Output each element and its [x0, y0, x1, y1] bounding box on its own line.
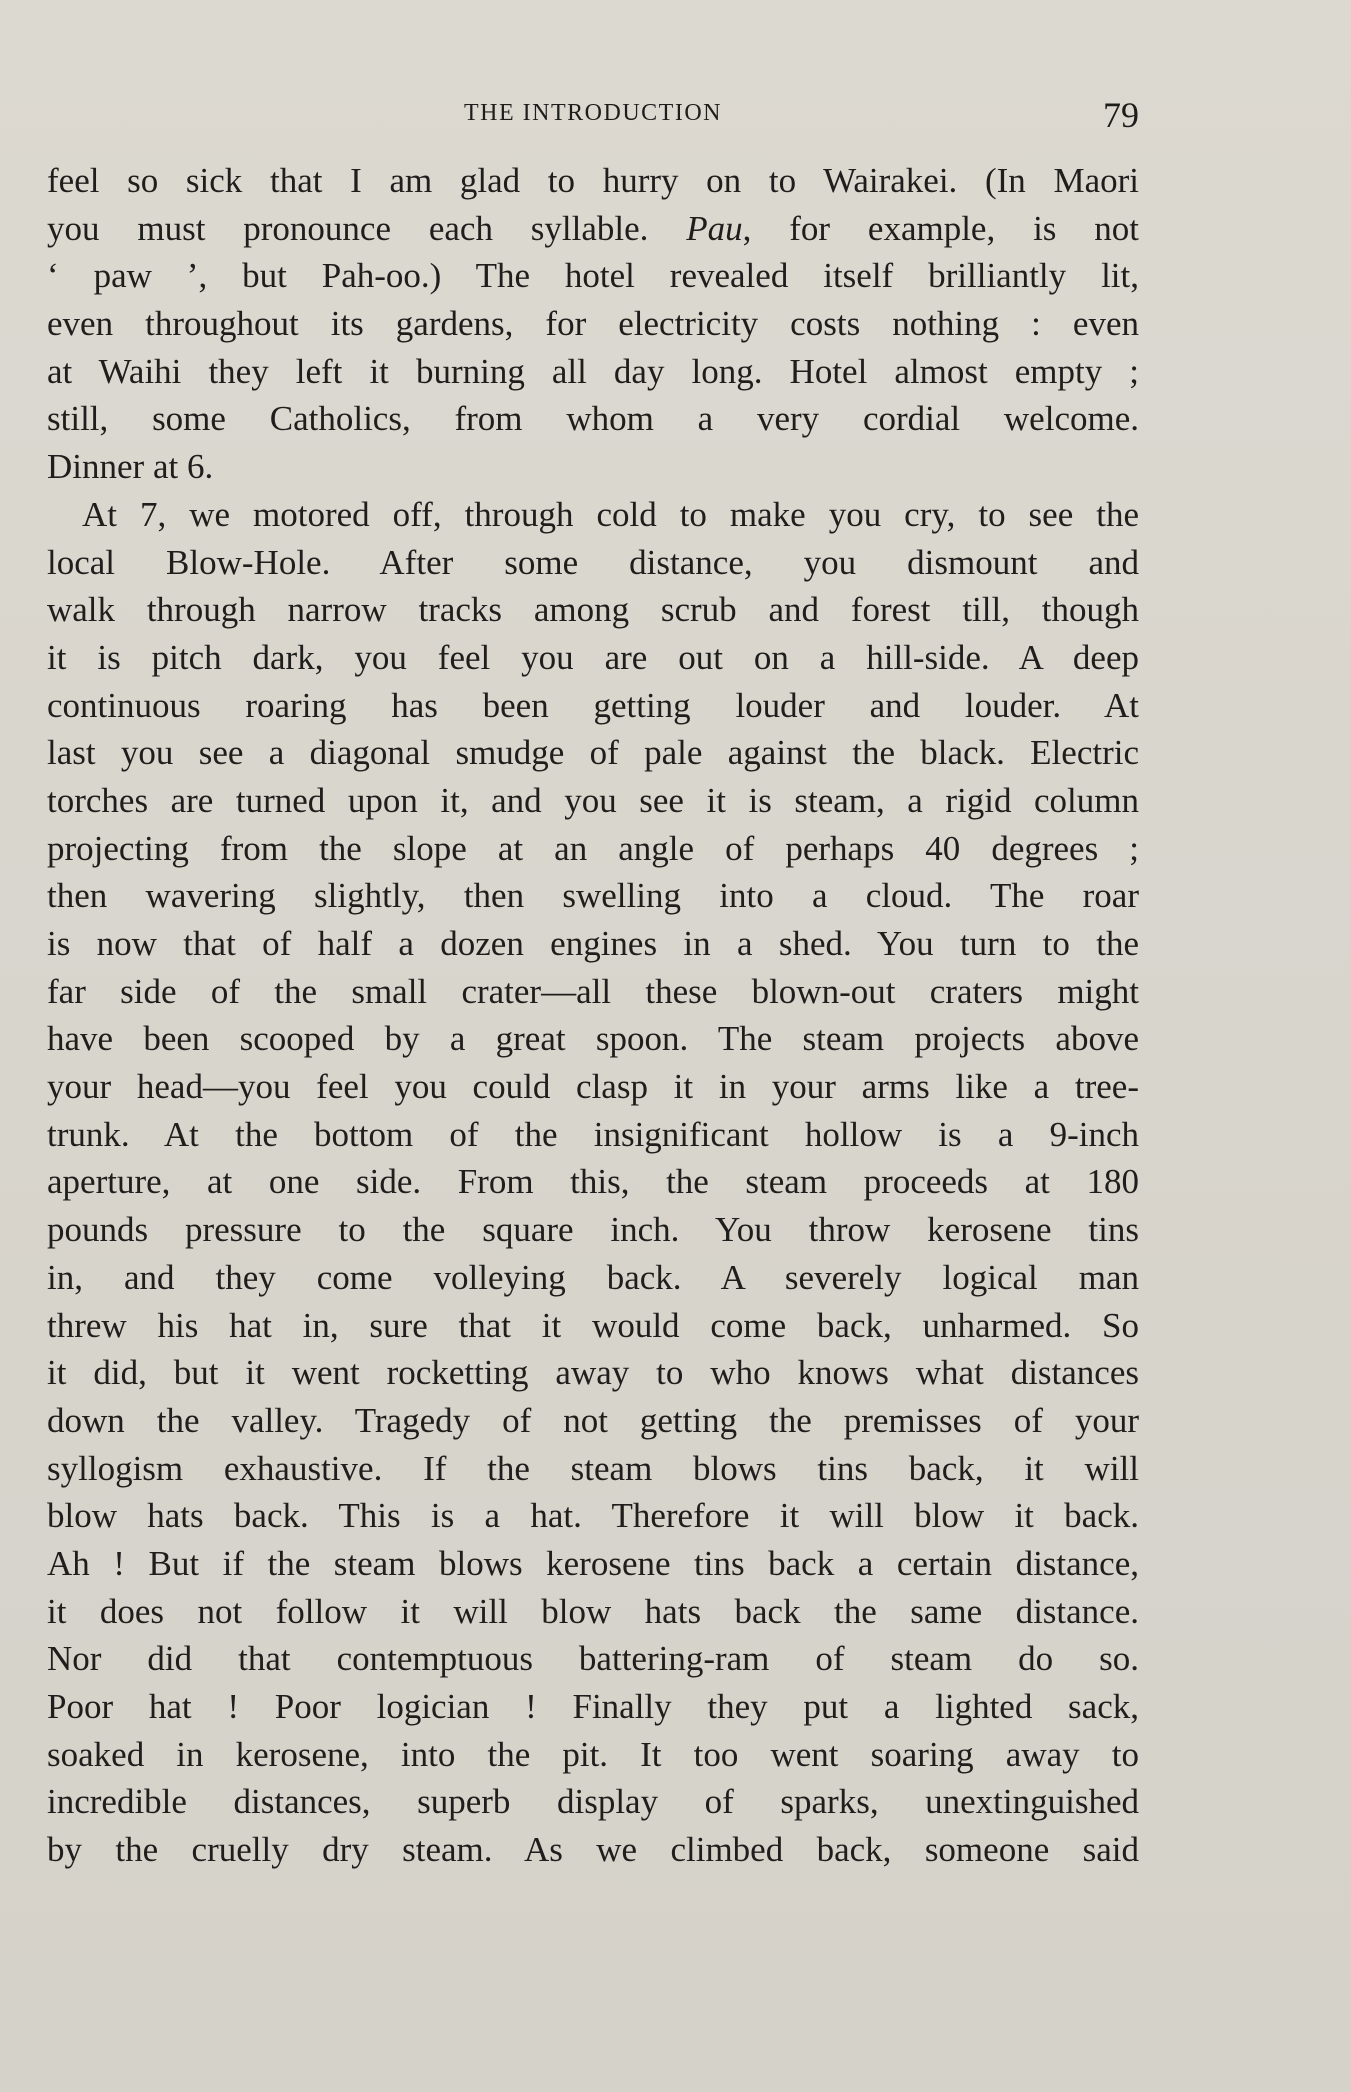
text-line: have been scooped by a great spoon. The steam projects above [47, 1019, 1139, 1059]
text-line: continuous roaring has been getting louder and louder. At [47, 685, 1139, 725]
page-number: 79 [1103, 95, 1139, 135]
text-line: it is pitch dark, you feel you are out on a hill-side. A deep [47, 637, 1139, 677]
text-line: projecting from the slope at an angle of perhaps 40 degrees ; [47, 828, 1139, 868]
text-line: far side of the small crater—all these blown-out craters might [47, 971, 1139, 1011]
text-line: at Waihi they left it burning all day long. Hotel almost empty ; [47, 351, 1139, 391]
text-line: your head—you feel you could clasp it in your arms like a tree- [47, 1067, 1139, 1107]
text-line: soaked in kerosene, into the pit. It too went soaring away to [47, 1734, 1139, 1774]
text-line: still, some Catholics, from whom a very cordial welcome. [47, 399, 1139, 439]
text-line: incredible distances, superb display of sparks, unextinguished [47, 1782, 1139, 1822]
text-line: feel so sick that I am glad to hurry on to Wairakei. (In Maori [47, 161, 1139, 200]
text-line: Poor hat ! Poor logician ! Finally they put a lighted sack, [47, 1687, 1139, 1726]
running-title: THE INTRODUCTION [464, 100, 722, 126]
text-line: is now that of half a dozen engines in a shed. You turn to the [47, 924, 1139, 963]
text-line: then wavering slightly, then swelling into a cloud. The roar [47, 876, 1139, 916]
text-line: it does not follow it will blow hats back the same distance. [47, 1591, 1139, 1631]
text-line: blow hats back. This is a hat. Therefore it will blow it back. [47, 1496, 1139, 1536]
text-line: aperture, at one side. From this, the steam proceeds at 180 [47, 1162, 1139, 1202]
text-line: local Blow-Hole. After some distance, you dismount and [47, 542, 1139, 582]
text-line: down the valley. Tragedy of not getting the premisses of your [47, 1400, 1139, 1440]
text-line: it did, but it went rocketting away to who knows what distances [47, 1353, 1139, 1393]
text-line: threw his hat in, sure that it would come back, unharmed. So [47, 1305, 1139, 1345]
text-line: last you see a diagonal smudge of pale against the black. Electric [47, 733, 1139, 773]
body-text [47, 157, 1139, 1874]
text-line: syllogism exhaustive. If the steam blows tins back, it will [47, 1448, 1139, 1488]
text-line: you must pronounce each syllable. Pau, for example, is not [47, 208, 1139, 248]
text-line: ‘ paw ’, but Pah-oo.) The hotel revealed itself brilliantly lit, [47, 256, 1139, 296]
text-line: pounds pressure to the square inch. You throw kerosene tins [47, 1210, 1139, 1250]
text-line: walk through narrow tracks among scrub and forest till, though [47, 590, 1139, 630]
text-line: Nor did that contemptuous battering-ram of steam do so. [47, 1639, 1139, 1679]
text-line: even throughout its gardens, for electricity costs nothing : even [47, 304, 1139, 344]
text-line: torches are turned upon it, and you see it is steam, a rigid column [47, 780, 1139, 820]
text-line: trunk. At the bottom of the insignificant hollow is a 9-inch [47, 1114, 1139, 1154]
paragraph-2 [47, 491, 1139, 1874]
text-line: Dinner at 6. [47, 447, 214, 487]
text-line: in, and they come volleying back. A severely logical man [47, 1257, 1139, 1297]
text-line: Ah ! But if the steam blows kerosene tins back a certain distance, [47, 1543, 1139, 1583]
paragraph-1 [47, 157, 1139, 491]
text-line: by the cruelly dry steam. As we climbed back, someone said [47, 1830, 1139, 1870]
running-head [47, 94, 1139, 144]
text-line: At 7, we motored off, through cold to make you cry, to see the [82, 494, 1139, 534]
